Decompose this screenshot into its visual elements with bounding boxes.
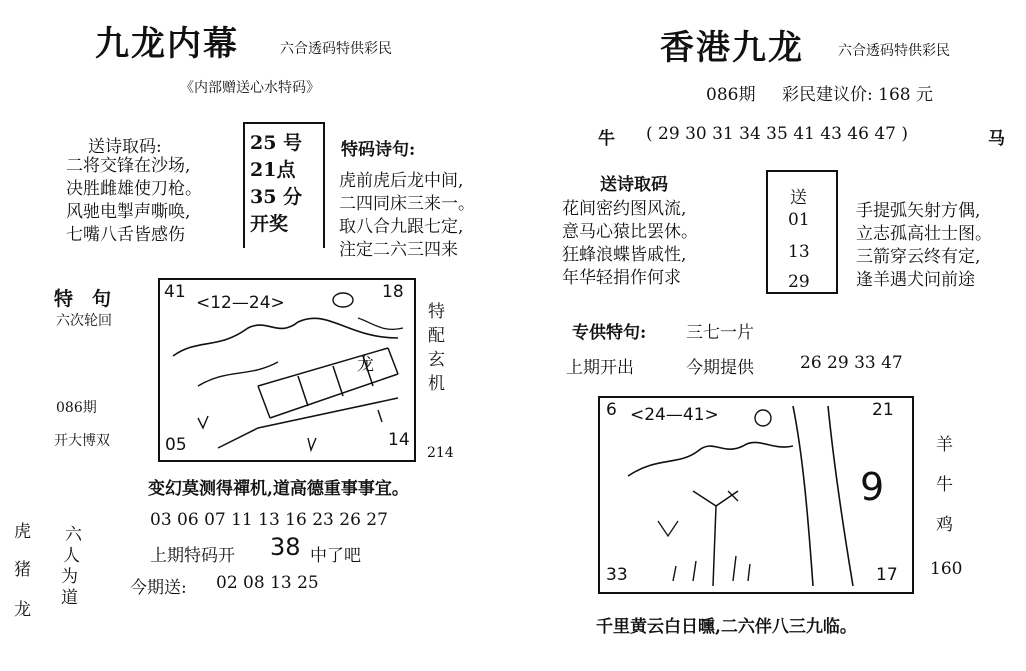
right-zodiac-3: 鸡 [936,515,953,535]
left-last-num: 38 [270,533,301,561]
right-poem-line: 意马心猿比罢休。 [562,222,698,242]
right-cow-numbers: ( 29 30 31 34 35 41 43 46 47 ) [646,124,908,144]
right-box-line: 送 [790,188,807,208]
bird-line [358,318,403,329]
left-special-label: 特 句 [54,288,112,310]
left-poem-label: 送诗取码: [88,137,162,157]
right-poem2-line: 三箭穿云终有定, [856,247,981,267]
right-sketch-top-right: 21 [872,400,894,420]
left-phrase: 变幻莫测得禪机,道高德重事事宜。 [148,479,409,499]
sun-icon [333,293,353,307]
tree-trunk [793,406,853,586]
left-zodiac-3: 龙 [14,600,31,620]
right-zodiac-1: 羊 [936,435,953,455]
right-poem2 [856,200,992,292]
right-poem-line: 花间密约图风流, [562,199,687,219]
left-poem-line: 风驰电掣声嘶唤, [66,202,191,222]
left-box-line: 25 号 [250,132,303,154]
left-vertical-side: 特配玄机 [428,302,445,394]
right-box-line: 01 [788,210,810,230]
left-six-1: 六 [65,525,82,545]
right-box-line: 29 [788,272,810,292]
left-send-numbers: 02 08 13 25 [216,573,319,593]
right-sketch-bottom-left: 33 [606,565,628,585]
left-sketch-top-left: 41 [164,282,186,302]
left-sketch-bottom-right: 14 [388,430,410,450]
left-subtitle: 六合透码特供彩民 [280,41,392,57]
right-sketch-bottom-right: 17 [876,565,898,585]
right-last-label: 上期开出 [566,358,634,378]
left-sketch-top-right: 18 [382,282,404,302]
left-poem-line: 决胜雌雄使刀枪。 [66,179,202,199]
left-box-line: 35 分 [250,186,303,208]
left-tema-line: 二四同床三来一。 [339,194,475,214]
left-poem-line: 七嘴八舌皆感伤 [66,225,185,245]
left-special-sub: 六次轮回 [56,313,112,329]
left-tema-label: 特码诗句: [341,140,416,160]
right-side-num: 160 [930,559,963,579]
left-draw-time [250,130,302,238]
left-poem-line: 二将交锋在沙场, [66,156,191,176]
left-send-label: 今期送: [130,578,187,598]
sun-icon [755,410,771,426]
left-tema-line: 取八合九跟七定, [339,217,464,237]
right-zodiac-2: 牛 [936,475,953,495]
mountain-line [198,362,278,386]
left-numbers: 03 06 07 11 13 16 23 26 27 [150,510,388,530]
right-sketch-range: <24—41> [630,405,719,425]
left-six-3: 为 [61,567,78,587]
right-poem [562,198,698,290]
right-title: 香港九龙 [660,28,804,68]
left-sketch-bottom-left: 05 [165,435,187,455]
left-kaida: 开大博双 [54,433,110,449]
left-six-4: 道 [61,588,78,608]
left-six-2: 人 [63,546,80,566]
left-title: 九龙内幕 [95,24,239,64]
grass-mark [673,556,750,581]
right-sketch-top-left: 6 [606,400,617,420]
mountain-line [628,442,793,476]
right-cow-label: 牛 [598,129,615,149]
cards-row [258,348,398,418]
right-poem-line: 年华轻捐作何求 [562,268,681,288]
left-zodiac-1: 虎 [14,522,31,542]
left-sketch-range: <12—24> [196,293,285,313]
right-horse-label: 马 [988,129,1005,149]
left-tema-poem [339,170,475,262]
plant-stem [693,491,738,586]
left-tema-line: 注定二六三四来 [339,240,458,260]
right-poem2-line: 逢羊遇犬问前途 [856,270,975,290]
left-motto: 《内部赠送心水特码》 [180,80,320,96]
left-last-suffix: 中了吧 [310,546,361,566]
right-poem-line: 狂蜂浪蝶皆戚性, [562,245,687,265]
right-sketch-mid-right: 9 [860,465,885,509]
left-box-line: 21点 [250,159,296,181]
right-poem2-line: 立志孤高壮士图。 [856,224,992,244]
flower-mark [658,491,738,536]
left-box-line: 开奖 [250,213,289,235]
left-sketch-below-right: 214 [427,445,454,461]
left-last-prefix: 上期特码开 [150,546,235,566]
left-zodiac-2: 猪 [14,560,31,580]
right-poem-label: 送诗取码 [600,175,668,195]
right-provide-numbers: 26 29 33 47 [800,353,903,373]
right-price: 彩民建议价: 168 元 [782,85,933,105]
left-tema-line: 虎前虎后龙中间, [339,171,464,191]
right-issue: 086期 [706,85,756,105]
left-poem [66,155,202,247]
right-provide-label: 今期提供 [686,358,754,378]
right-box-line: 13 [788,242,810,262]
right-poem2-line: 手提弧矢射方偶, [856,201,981,221]
right-special-text: 三七一片 [686,323,754,343]
right-phrase: 千里黄云白日曛,二六伴八三九临。 [596,617,857,637]
right-subtitle: 六合透码特供彩民 [838,43,950,59]
right-special-label: 专供特句: [572,323,647,343]
left-issue: 086期 [56,400,97,416]
left-sketch-char: 龙 [357,355,374,375]
